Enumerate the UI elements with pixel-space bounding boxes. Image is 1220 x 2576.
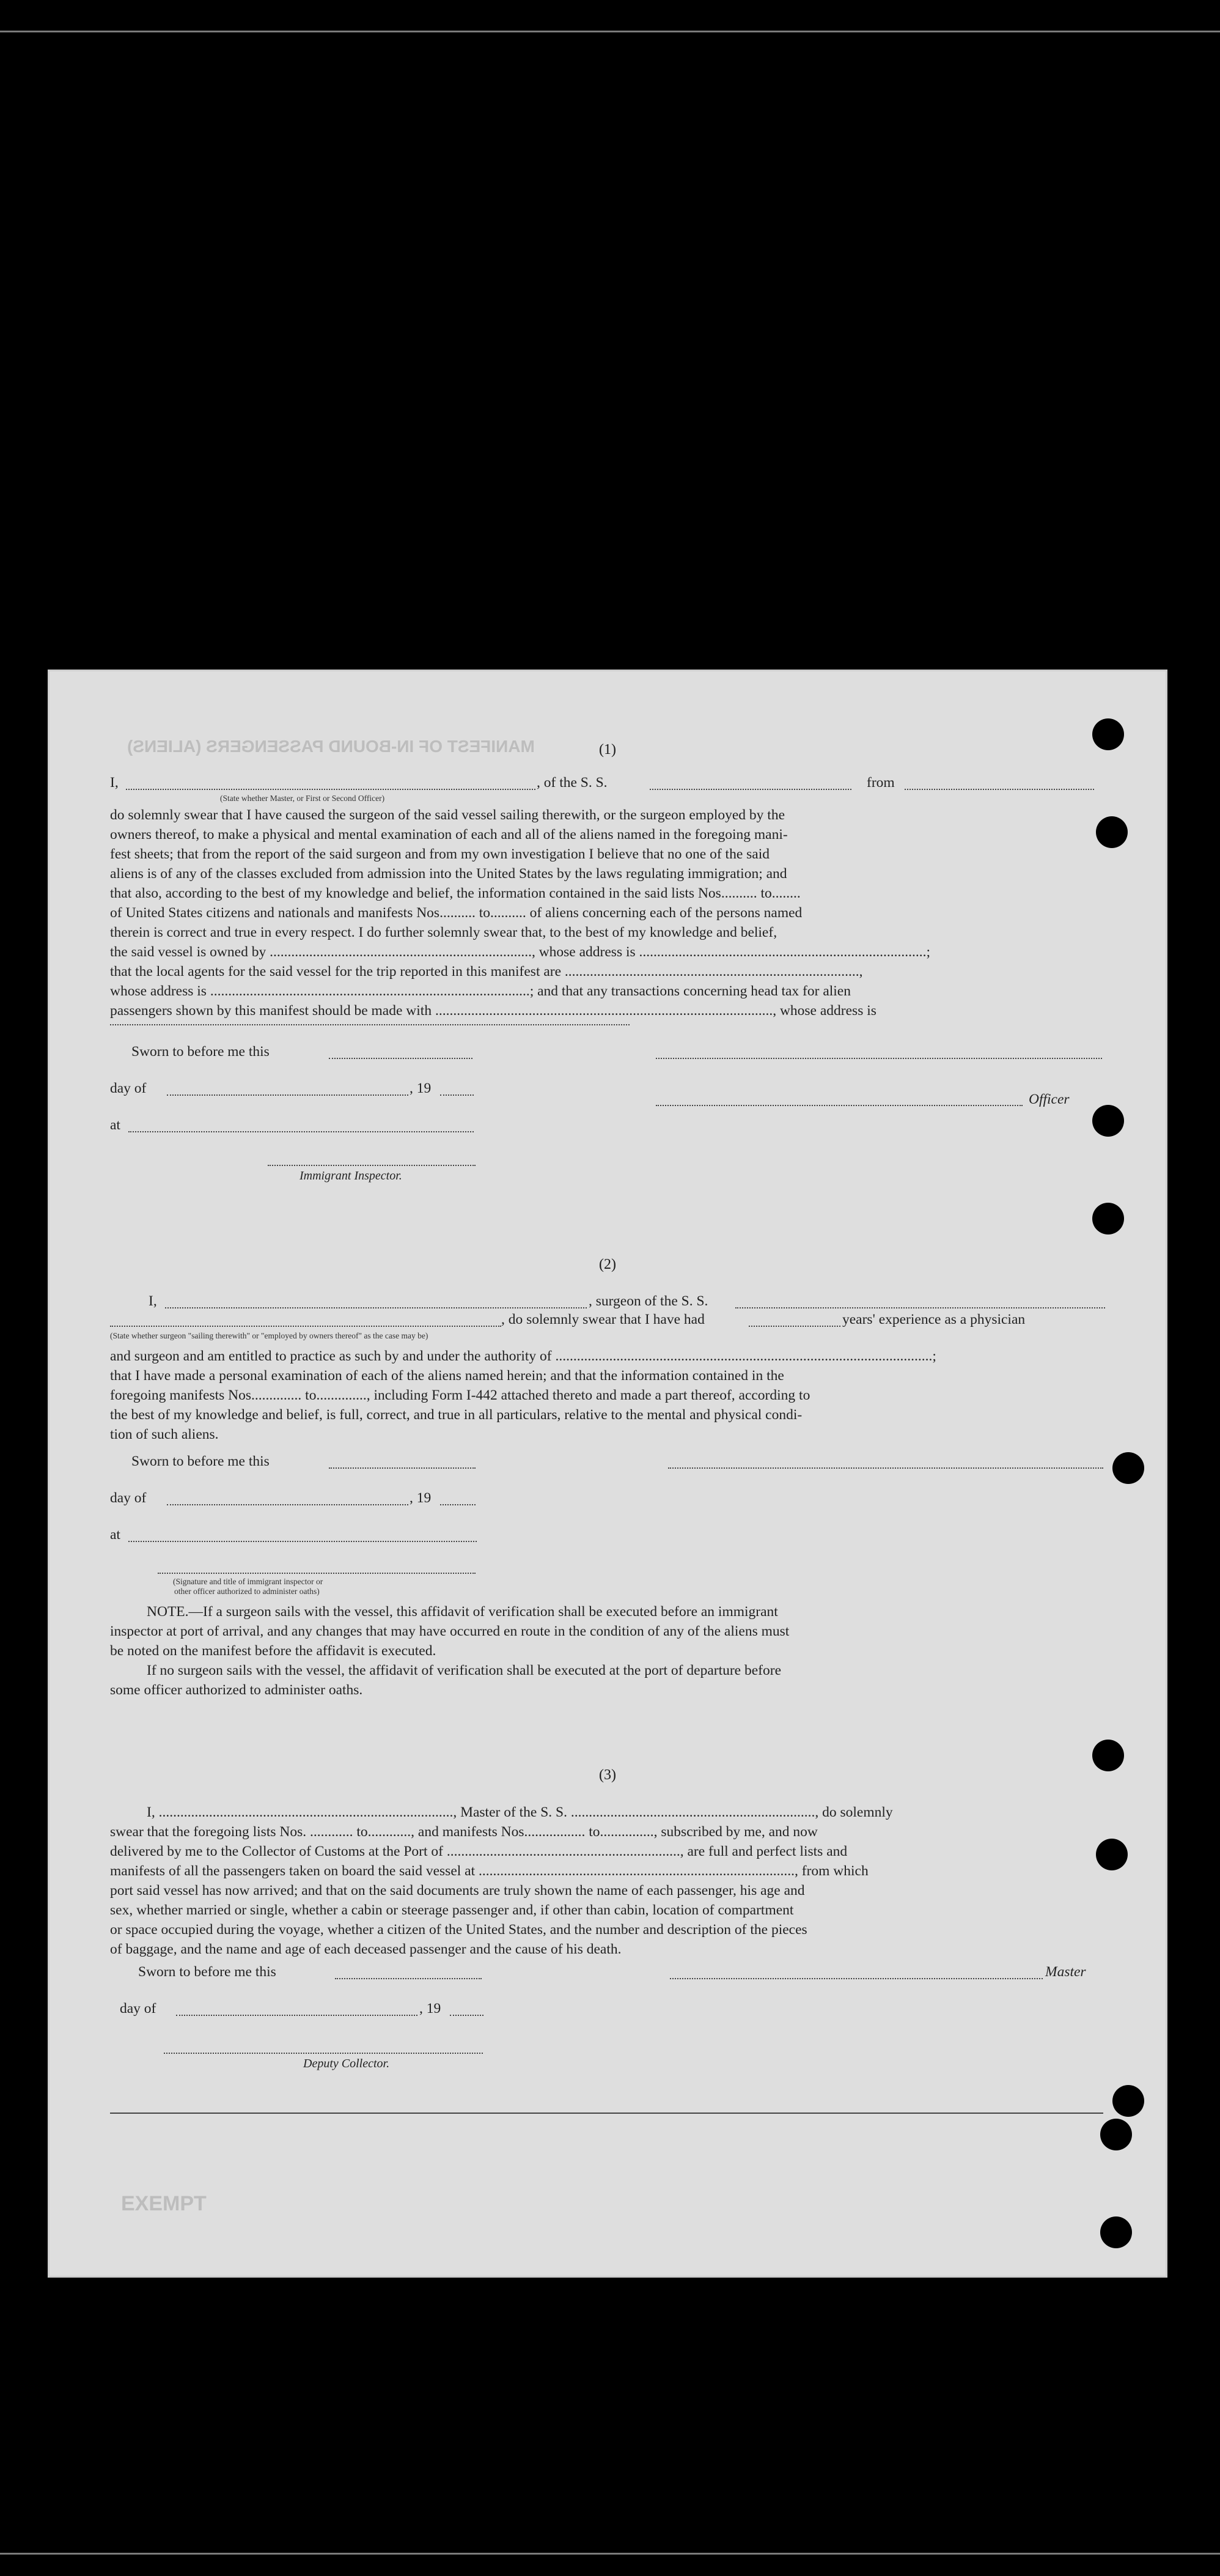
s3-body-line: swear that the foregoing lists Nos. ............ to............, and manifests Nos................. to..............., subscribed by me, and now <box>110 1824 818 1840</box>
s1-at-label: at <box>110 1117 120 1133</box>
s1-witness-signature-field[interactable] <box>656 1058 1102 1059</box>
s3-body-line: sex, whether married or single, whether a cabin or steerage passenger and, if other than cabin, location of compartment <box>110 1902 794 1918</box>
s3-collector-label: Deputy Collector. <box>303 2057 390 2070</box>
s3-day-field[interactable] <box>176 2015 417 2016</box>
s1-body-line: whose address is .........................................................................................; and that any transactions concerning head tax for alien <box>110 983 851 999</box>
s3-body-line: of baggage, and the name and age of each deceased passenger and the cause of his death. <box>110 1941 622 1957</box>
bottom-divider <box>110 2113 1103 2114</box>
s3-sworn-field[interactable] <box>335 1978 482 1979</box>
s1-sworn-label: Sworn to before me this <box>131 1044 270 1060</box>
s1-body-line: owners thereof, to make a physical and mental examination of each and all of the aliens named in the foregoing mani- <box>110 827 788 843</box>
bleed-through-stamp: EXEMPT <box>121 2192 207 2215</box>
s2-i-label: I, <box>149 1293 157 1309</box>
punch-hole <box>1092 1105 1124 1137</box>
s1-body-line: that also, according to the best of my knowledge and belief, the information contained in the said lists Nos.......... to........ <box>110 885 801 901</box>
s2-surgeon-type-field[interactable] <box>110 1326 501 1327</box>
s2-year-label: , 19 <box>410 1490 432 1506</box>
s2-note <box>110 1602 1103 1700</box>
s3-body-line: port said vessel has now arrived; and that on the said documents are truly shown the name of each passenger, his age and <box>110 1883 805 1899</box>
s3-year-field[interactable] <box>450 2015 483 2016</box>
s2-note-line: be noted on the manifest before the affidavit is executed. <box>110 1643 436 1659</box>
s2-years-field[interactable] <box>749 1326 840 1327</box>
manifest-document-page <box>48 670 1167 2278</box>
s1-day-of-label: day of <box>110 1080 147 1096</box>
s2-note-line: inspector at port of arrival, and any changes that may have occurred en route in the condition of any of the aliens must <box>110 1623 790 1639</box>
s2-body-line: that I have made a personal examination of each of the aliens named herein; and that the information contained in the <box>110 1368 784 1384</box>
s1-sworn-field[interactable] <box>329 1058 472 1059</box>
s1-day-field[interactable] <box>167 1094 408 1096</box>
s3-master-label: Master <box>1045 1964 1086 1980</box>
s3-body-line: I, .................................................................................., Master of the S. S. ...................................................................., do solemnly <box>147 1804 893 1820</box>
s2-at-label: at <box>110 1527 120 1543</box>
s2-surgeon-label: , surgeon of the S. S. <box>589 1293 708 1309</box>
s1-inspector-label: Immigrant Inspector. <box>299 1169 402 1183</box>
s1-body-line: do solemnly swear that I have caused the surgeon of the said vessel sailing therewith, or the surgeon employed by the <box>110 807 785 823</box>
s2-day-field[interactable] <box>167 1504 408 1505</box>
s1-body <box>110 805 1103 1020</box>
s1-body-line: of United States citizens and nationals and manifests Nos.......... to.......... of aliens concerning each of the persons named <box>110 905 803 921</box>
s1-from-field[interactable] <box>905 789 1094 790</box>
s1-body-line: fest sheets; that from the report of the said surgeon and from my own investigation I believe that no one of the said <box>110 846 770 862</box>
punch-hole <box>1092 1203 1124 1234</box>
s2-surgeon-signature-field[interactable] <box>668 1467 1103 1469</box>
s1-officer-label: Officer <box>1029 1091 1070 1107</box>
scan-top-border <box>0 31 1220 32</box>
s1-body-line: therein is correct and true in every respect. I do further solemnly swear that, to the best of my knowledge and belief, <box>110 924 777 940</box>
s2-note-line: some officer authorized to administer oaths. <box>110 1682 363 1698</box>
s2-day-of-label: day of <box>110 1490 147 1506</box>
s3-sworn-label: Sworn to before me this <box>138 1964 276 1980</box>
s2-body-line: tion of such aliens. <box>110 1426 219 1442</box>
s1-year-field[interactable] <box>440 1094 474 1096</box>
s1-body-line: passengers shown by this manifest should be made with .............................................................................................., whose address is <box>110 1003 876 1019</box>
s2-vessel-field[interactable] <box>735 1307 1105 1308</box>
s2-swear-label: , do solemnly swear that I have had <box>501 1312 705 1327</box>
s3-year-label: , 19 <box>419 2001 441 2017</box>
punch-hole <box>1112 2085 1144 2117</box>
scan-bottom-border <box>0 2553 1220 2555</box>
s2-sig-caption-1: (Signature and title of immigrant inspector or <box>173 1577 323 1586</box>
s1-ss-label: , of the S. S. <box>537 775 608 791</box>
s2-body-line: foregoing manifests Nos.............. to.............., including Form I-442 attached thereto and made a part thereof, according to <box>110 1387 810 1403</box>
s1-vessel-field[interactable] <box>650 789 851 790</box>
section-1-number: (1) <box>599 742 616 758</box>
s2-note-line: NOTE.—If a surgeon sails with the vessel, this affidavit of verification shall be executed before an immigrant <box>147 1604 778 1620</box>
s2-year-field[interactable] <box>440 1504 476 1505</box>
s2-note-line: If no surgeon sails with the vessel, the affidavit of verification shall be executed at the port of departure before <box>147 1663 781 1678</box>
s1-from-label: from <box>867 775 895 791</box>
s3-master-signature-field[interactable] <box>670 1978 1043 1979</box>
s1-body-line: aliens is of any of the classes excluded from admission into the United States by the laws regulating immigration; and <box>110 866 787 882</box>
s1-officer-caption: (State whether Master, or First or Second Officer) <box>220 794 385 803</box>
s1-year-label: , 19 <box>410 1080 432 1096</box>
s1-at-field[interactable] <box>128 1131 474 1132</box>
s2-body-line: the best of my knowledge and belief, is full, correct, and true in all particulars, relative to the mental and physical condi- <box>110 1407 803 1423</box>
s2-sworn-field[interactable] <box>329 1467 476 1469</box>
s2-officer-signature-field[interactable] <box>158 1573 476 1574</box>
s1-inspector-signature-field[interactable] <box>268 1165 476 1166</box>
s2-surgeon-caption: (State whether surgeon "sailing therewith" or "employed by owners thereof" as the case may be) <box>110 1331 428 1340</box>
s2-body-line: and surgeon and am entitled to practice as such by and under the authority of .........................................................................................................; <box>110 1348 936 1364</box>
punch-hole <box>1100 2216 1132 2248</box>
s1-officer-name-field[interactable] <box>126 789 535 790</box>
s2-years-label: years' experience as a physician <box>842 1312 1026 1327</box>
punch-hole <box>1112 1452 1144 1484</box>
s2-at-field[interactable] <box>128 1541 477 1542</box>
s3-body <box>110 1803 1103 1959</box>
s2-body <box>110 1346 1103 1444</box>
section-3-number: (3) <box>599 1767 616 1783</box>
punch-hole <box>1100 2119 1132 2150</box>
s2-sworn-label: Sworn to before me this <box>131 1453 270 1469</box>
section-2-number: (2) <box>599 1257 616 1272</box>
bleed-through-heading: MANIFEST OF IN-BOUND PASSENGERS (ALIENS) <box>127 737 535 756</box>
s3-day-of-label: day of <box>120 2001 156 2017</box>
s3-body-line: manifests of all the passengers taken on board the said vessel at ........................................................................................, from which <box>110 1863 869 1879</box>
s1-officer-signature-field[interactable] <box>656 1105 1023 1106</box>
s2-sig-caption-2: other officer authorized to administer oaths) <box>174 1587 320 1596</box>
s1-body-line: that the local agents for the said vessel for the trip reported in this manifest are .................................................................................., <box>110 964 863 980</box>
s1-address-continuation-field[interactable] <box>110 1024 630 1025</box>
s1-i-label: I, <box>110 775 119 791</box>
s3-collector-signature-field[interactable] <box>164 2053 483 2054</box>
s3-body-line: delivered by me to the Collector of Customs at the Port of ................................................................., are full and perfect lists and <box>110 1843 848 1859</box>
s3-body-line: or space occupied during the voyage, whether a citizen of the United States, and the number and description of the pieces <box>110 1922 807 1938</box>
s2-surgeon-name-field[interactable] <box>165 1307 587 1308</box>
s1-body-line: the said vessel is owned by ........................................................................., whose address is ................................................................................; <box>110 944 931 960</box>
